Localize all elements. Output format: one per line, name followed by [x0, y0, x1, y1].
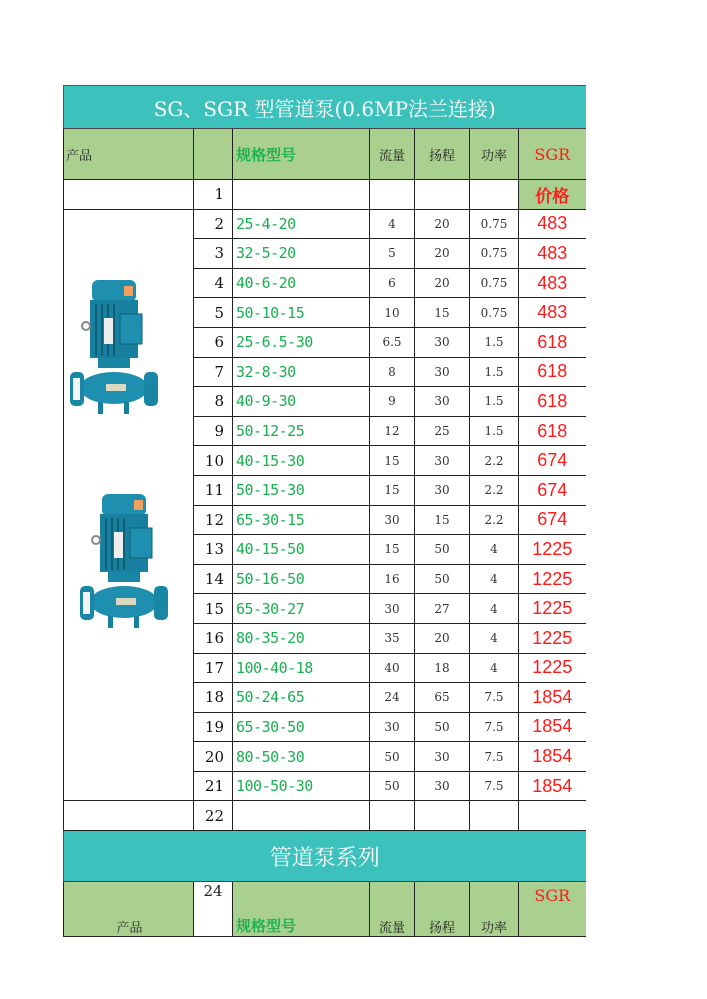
price-cell[interactable]: 618	[519, 327, 586, 357]
empty-cell[interactable]	[470, 180, 519, 210]
power-cell[interactable]: 1.5	[470, 357, 519, 387]
empty-cell[interactable]	[370, 180, 415, 210]
section-title-2[interactable]: 管道泵系列	[64, 831, 586, 882]
header-head[interactable]: 扬程	[415, 129, 470, 180]
section-title-row	[64, 831, 586, 882]
row-index[interactable]: 2	[194, 209, 233, 239]
head-cell[interactable]: 15	[415, 505, 470, 535]
model-cell[interactable]: 50-24-65	[233, 683, 370, 713]
head-cell[interactable]: 50	[415, 712, 470, 742]
table-row	[64, 209, 586, 239]
power-cell[interactable]: 7.5	[470, 712, 519, 742]
price-cell[interactable]: 1225	[519, 564, 586, 594]
row-index[interactable]: 4	[194, 268, 233, 298]
power-cell[interactable]: 4	[470, 594, 519, 624]
header-power[interactable]: 功率	[470, 882, 519, 937]
flow-cell[interactable]: 35	[370, 623, 415, 653]
power-cell[interactable]: 2.2	[470, 446, 519, 476]
header-model[interactable]: 规格型号	[233, 882, 370, 937]
price-cell[interactable]: 618	[519, 387, 586, 417]
row-index[interactable]: 21	[194, 771, 233, 801]
power-cell[interactable]: 2.2	[470, 475, 519, 505]
flow-cell[interactable]: 50	[370, 771, 415, 801]
price-cell[interactable]: 674	[519, 475, 586, 505]
flow-cell[interactable]: 40	[370, 653, 415, 683]
header-flow[interactable]: 流量	[370, 882, 415, 937]
price-cell[interactable]: 483	[519, 268, 586, 298]
header-row	[64, 129, 586, 180]
price-cell[interactable]: 1225	[519, 623, 586, 653]
empty-cell[interactable]	[233, 801, 370, 831]
price-cell[interactable]: 483	[519, 209, 586, 239]
price-label[interactable]: 价格	[519, 180, 586, 210]
price-cell[interactable]: 483	[519, 298, 586, 328]
model-cell[interactable]: 40-15-30	[233, 446, 370, 476]
product-image-cell[interactable]	[64, 209, 194, 801]
head-cell[interactable]: 18	[415, 653, 470, 683]
flow-cell[interactable]: 9	[370, 387, 415, 417]
row-index[interactable]: 11	[194, 475, 233, 505]
pump-price-table	[63, 85, 586, 937]
empty-cell[interactable]	[415, 180, 470, 210]
price-cell[interactable]: 1854	[519, 742, 586, 772]
empty-row	[64, 801, 586, 831]
power-cell[interactable]: 4	[470, 535, 519, 565]
flow-cell[interactable]: 15	[370, 535, 415, 565]
row-index[interactable]: 18	[194, 683, 233, 713]
flow-cell[interactable]: 10	[370, 298, 415, 328]
header-product[interactable]: 产品	[64, 882, 194, 937]
head-cell[interactable]: 30	[415, 387, 470, 417]
row-index[interactable]: 3	[194, 239, 233, 269]
power-cell[interactable]: 0.75	[470, 239, 519, 269]
head-cell[interactable]: 15	[415, 298, 470, 328]
header-flow[interactable]: 流量	[370, 129, 415, 180]
power-cell[interactable]: 1.5	[470, 416, 519, 446]
power-cell[interactable]: 0.75	[470, 209, 519, 239]
row-index[interactable]: 1	[194, 180, 233, 210]
flow-cell[interactable]: 24	[370, 683, 415, 713]
flow-cell[interactable]: 4	[370, 209, 415, 239]
power-cell[interactable]: 0.75	[470, 268, 519, 298]
power-cell[interactable]: 7.5	[470, 742, 519, 772]
flow-cell[interactable]: 6	[370, 268, 415, 298]
flow-cell[interactable]: 15	[370, 475, 415, 505]
price-cell[interactable]: 674	[519, 446, 586, 476]
header-product[interactable]: 产品	[64, 129, 194, 180]
head-cell[interactable]: 20	[415, 623, 470, 653]
model-cell[interactable]: 100-50-30	[233, 771, 370, 801]
row-index[interactable]: 7	[194, 357, 233, 387]
model-cell[interactable]: 40-15-50	[233, 535, 370, 565]
header-row-2	[64, 882, 586, 937]
row-index[interactable]: 14	[194, 564, 233, 594]
flow-cell[interactable]: 30	[370, 594, 415, 624]
row-index[interactable]: 16	[194, 623, 233, 653]
flow-cell[interactable]: 16	[370, 564, 415, 594]
section-title-row	[64, 86, 586, 129]
head-cell[interactable]: 25	[415, 416, 470, 446]
model-cell[interactable]: 40-9-30	[233, 387, 370, 417]
row-index[interactable]: 17	[194, 653, 233, 683]
model-cell[interactable]: 65-30-15	[233, 505, 370, 535]
price-cell[interactable]: 1225	[519, 653, 586, 683]
model-cell[interactable]: 65-30-50	[233, 712, 370, 742]
row-index[interactable]: 9	[194, 416, 233, 446]
flow-cell[interactable]: 12	[370, 416, 415, 446]
head-cell[interactable]: 30	[415, 475, 470, 505]
power-cell[interactable]: 4	[470, 653, 519, 683]
section-title[interactable]: SG、SGR 型管道泵(0.6MP法兰连接)	[64, 86, 586, 129]
price-cell[interactable]: 1225	[519, 594, 586, 624]
power-cell[interactable]: 4	[470, 564, 519, 594]
empty-cell[interactable]	[64, 180, 194, 210]
empty-cell[interactable]	[233, 180, 370, 210]
row-index[interactable]: 6	[194, 327, 233, 357]
head-cell[interactable]: 30	[415, 446, 470, 476]
header-sgr[interactable]: SGR	[519, 129, 586, 180]
head-cell[interactable]: 20	[415, 268, 470, 298]
header-head[interactable]: 扬程	[415, 882, 470, 937]
model-cell[interactable]: 80-50-30	[233, 742, 370, 772]
model-cell[interactable]: 100-40-18	[233, 653, 370, 683]
row-index[interactable]: 8	[194, 387, 233, 417]
empty-cell[interactable]	[64, 801, 194, 831]
row-index[interactable]: 20	[194, 742, 233, 772]
head-cell[interactable]: 50	[415, 564, 470, 594]
flow-cell[interactable]: 30	[370, 505, 415, 535]
flow-cell[interactable]: 15	[370, 446, 415, 476]
model-cell[interactable]: 50-15-30	[233, 475, 370, 505]
header-power[interactable]: 功率	[470, 129, 519, 180]
power-cell[interactable]: 7.5	[470, 683, 519, 713]
price-cell[interactable]: 1854	[519, 712, 586, 742]
price-label-row	[64, 180, 586, 210]
flow-cell[interactable]: 6.5	[370, 327, 415, 357]
head-cell[interactable]: 30	[415, 771, 470, 801]
row-index[interactable]: 22	[194, 801, 233, 831]
flow-cell[interactable]: 30	[370, 712, 415, 742]
power-cell[interactable]: 0.75	[470, 298, 519, 328]
head-cell[interactable]: 30	[415, 357, 470, 387]
header-sgr[interactable]: SGR	[519, 882, 586, 937]
model-cell[interactable]: 50-12-25	[233, 416, 370, 446]
head-cell[interactable]: 30	[415, 742, 470, 772]
price-cell[interactable]: 1854	[519, 683, 586, 713]
price-cell[interactable]: 483	[519, 239, 586, 269]
row-index[interactable]: 19	[194, 712, 233, 742]
model-cell[interactable]: 50-16-50	[233, 564, 370, 594]
row-index[interactable]: 15	[194, 594, 233, 624]
price-sheet	[63, 85, 585, 937]
price-cell[interactable]: 1225	[519, 535, 586, 565]
power-cell[interactable]: 1.5	[470, 387, 519, 417]
head-cell[interactable]: 50	[415, 535, 470, 565]
header-index[interactable]: 24	[194, 882, 233, 937]
price-cell[interactable]: 674	[519, 505, 586, 535]
row-index[interactable]: 13	[194, 535, 233, 565]
empty-cell[interactable]	[415, 801, 470, 831]
header-index[interactable]	[194, 129, 233, 180]
empty-cell[interactable]	[370, 801, 415, 831]
price-cell[interactable]: 618	[519, 357, 586, 387]
power-cell[interactable]: 4	[470, 623, 519, 653]
power-cell[interactable]: 7.5	[470, 771, 519, 801]
empty-cell[interactable]	[470, 801, 519, 831]
flow-cell[interactable]: 50	[370, 742, 415, 772]
row-index[interactable]: 10	[194, 446, 233, 476]
row-index[interactable]: 5	[194, 298, 233, 328]
flow-cell[interactable]: 5	[370, 239, 415, 269]
head-cell[interactable]: 27	[415, 594, 470, 624]
head-cell[interactable]: 20	[415, 209, 470, 239]
row-index[interactable]: 12	[194, 505, 233, 535]
flow-cell[interactable]: 8	[370, 357, 415, 387]
power-cell[interactable]: 1.5	[470, 327, 519, 357]
head-cell[interactable]: 65	[415, 683, 470, 713]
header-model[interactable]: 规格型号	[233, 129, 370, 180]
power-cell[interactable]: 2.2	[470, 505, 519, 535]
price-cell[interactable]: 618	[519, 416, 586, 446]
model-cell[interactable]: 32-8-30	[233, 357, 370, 387]
model-cell[interactable]: 80-35-20	[233, 623, 370, 653]
model-cell[interactable]: 40-6-20	[233, 268, 370, 298]
empty-cell[interactable]	[519, 801, 586, 831]
pump-image-1-icon	[68, 274, 160, 444]
model-cell[interactable]: 50-10-15	[233, 298, 370, 328]
head-cell[interactable]: 30	[415, 327, 470, 357]
model-cell[interactable]: 65-30-27	[233, 594, 370, 624]
model-cell[interactable]: 25-4-20	[233, 209, 370, 239]
model-cell[interactable]: 32-5-20	[233, 239, 370, 269]
pump-image-2-icon	[78, 488, 170, 658]
model-cell[interactable]: 25-6.5-30	[233, 327, 370, 357]
price-cell[interactable]: 1854	[519, 771, 586, 801]
head-cell[interactable]: 20	[415, 239, 470, 269]
